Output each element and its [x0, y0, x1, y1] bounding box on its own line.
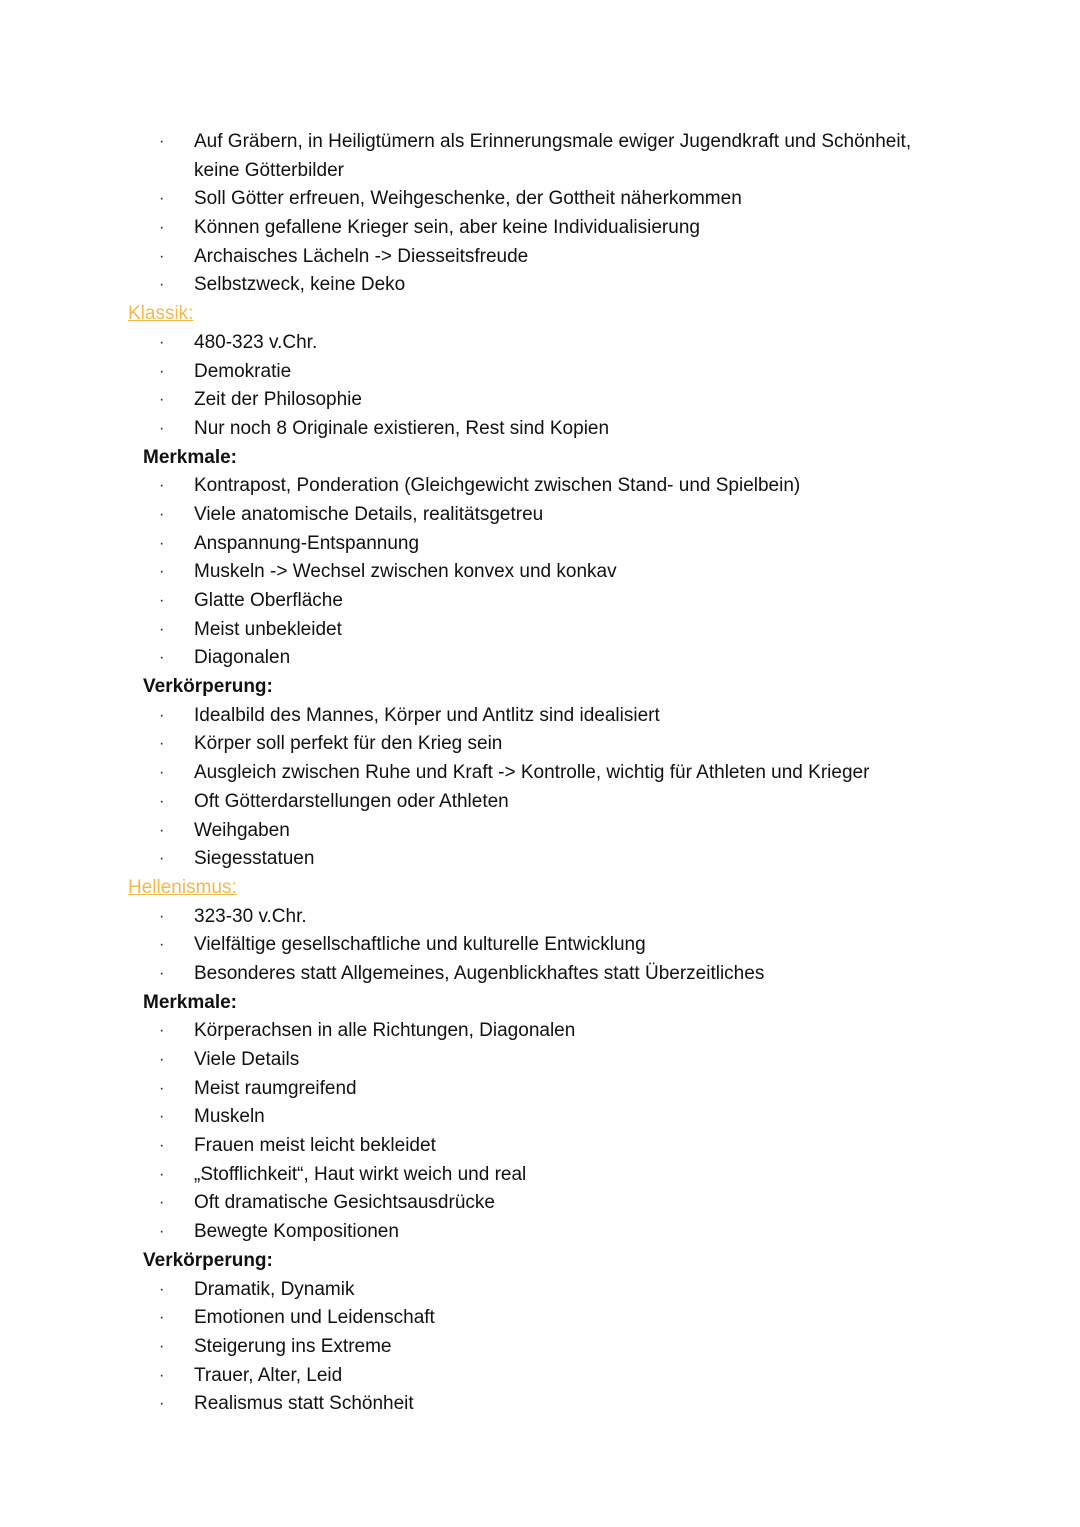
- bullet-marker: ·: [159, 1366, 165, 1384]
- list-item: [0, 358, 1080, 387]
- list-item: [0, 243, 1080, 272]
- list-item-text: Viele Details: [194, 1049, 300, 1070]
- bullet-marker: ·: [159, 620, 165, 638]
- list-item-text: 480-323 v.Chr.: [194, 331, 318, 353]
- subsection-heading: Merkmale:: [143, 446, 237, 468]
- list-item: [0, 845, 1080, 874]
- list-item: [0, 903, 1080, 932]
- list-item-text: Realismus statt Schönheit: [194, 1393, 414, 1415]
- list-item-text: „Stofflichkeit“, Haut wirkt weich und real: [194, 1163, 527, 1185]
- bullet-marker: ·: [159, 1194, 165, 1212]
- list-item-text: Bewegte Kompositionen: [194, 1221, 399, 1243]
- bullet-marker: ·: [159, 1337, 165, 1355]
- bullet-marker: ·: [159, 907, 165, 925]
- list-item-text: Trauer, Alter, Leid: [194, 1364, 343, 1386]
- bullet-marker: ·: [159, 1165, 165, 1183]
- bullet-marker: ·: [159, 1051, 165, 1068]
- list-item: [0, 271, 1080, 300]
- bullet-marker: ·: [159, 792, 165, 810]
- bullet-marker: ·: [159, 1108, 165, 1126]
- list-item-text: Emotionen und Leidenschaft: [194, 1307, 435, 1329]
- list-item: [0, 1017, 1080, 1046]
- list-item: [0, 157, 1080, 186]
- list-item-text: Kontrapost, Ponderation (Gleichgewicht zwischen Stand- und Spielbein): [194, 475, 801, 497]
- bullet-marker: ·: [159, 1280, 165, 1298]
- bullet-marker: ·: [159, 1309, 165, 1327]
- bullet-marker: ·: [159, 706, 165, 724]
- list-item: [0, 1276, 1080, 1305]
- list-item-text: Nur noch 8 Originale existieren, Rest sind Kopien: [194, 417, 610, 439]
- list-item: [0, 960, 1080, 989]
- list-item: [0, 1333, 1080, 1362]
- list-item-text: Auf Gräbern, in Heiligtümern als Erinnerungsmale ewiger Jugendkraft und Schönheit,: [194, 131, 912, 152]
- list-item: [0, 501, 1080, 530]
- list-item-text: Vielfältige gesellschaftliche und kulturelle Entwicklung: [194, 934, 646, 956]
- list-item-text: Viele anatomische Details, realitätsgetreu: [194, 503, 544, 525]
- list-item: [0, 1218, 1080, 1247]
- list-item: [0, 616, 1080, 645]
- list-item-text: 323-30 v.Chr.: [194, 905, 307, 927]
- list-item: [0, 644, 1080, 673]
- list-item: [0, 702, 1080, 731]
- list-item-text: Anspannung-Entspannung: [194, 532, 420, 554]
- bullet-marker: ·: [159, 649, 165, 667]
- list-item-text: Muskeln -> Wechsel zwischen konvex und konkav: [194, 561, 617, 583]
- bullet-marker: ·: [159, 362, 165, 380]
- list-item: [0, 788, 1080, 817]
- list-item-text: Frauen meist leicht bekleidet: [194, 1135, 436, 1157]
- bullet-marker: ·: [159, 333, 165, 351]
- list-item-text: Körperachsen in alle Richtungen, Diagonalen: [194, 1020, 576, 1042]
- list-item: [0, 1103, 1080, 1132]
- list-item: [0, 329, 1080, 358]
- list-item-text: Besonderes statt Allgemeines, Augenblickhaftes statt Überzeitliches: [194, 962, 765, 984]
- list-item: [0, 931, 1080, 960]
- bullet-marker: ·: [159, 1079, 165, 1097]
- bullet-marker: ·: [159, 563, 165, 581]
- bullet-marker: ·: [159, 936, 165, 954]
- list-item-text: Idealbild des Mannes, Körper und Antlitz sind idealisiert: [194, 704, 660, 726]
- list-item-text: Muskeln: [194, 1106, 265, 1128]
- list-item-text: Oft Götterdarstellungen oder Athleten: [194, 790, 509, 812]
- list-item-text: Selbstzweck, keine Deko: [194, 274, 406, 296]
- list-item-text: Archaisches Lächeln -> Diesseitsfreude: [194, 245, 529, 267]
- list-item: [0, 1075, 1080, 1104]
- bullet-marker: ·: [159, 391, 165, 409]
- bullet-marker: ·: [159, 247, 165, 265]
- list-item-text: keine Götterbilder: [194, 159, 344, 181]
- list-item: [0, 185, 1080, 214]
- list-item: [0, 1189, 1080, 1218]
- list-item-text: Körper soll perfekt für den Krieg sein: [194, 733, 503, 755]
- subsection-heading: Verkörperung:: [143, 1249, 273, 1271]
- document-body: [0, 128, 1080, 1419]
- list-item-text: Oft dramatische Gesichtsausdrücke: [194, 1192, 495, 1214]
- list-item: [0, 530, 1080, 559]
- list-item: [0, 817, 1080, 846]
- list-item: [0, 1362, 1080, 1391]
- list-item-text: Siegesstatuen: [194, 848, 315, 870]
- subsection-heading: Verkörperung:: [143, 676, 273, 698]
- list-item: [0, 587, 1080, 616]
- list-item-text: Weihgaben: [194, 819, 290, 841]
- bullet-marker: ·: [159, 850, 165, 868]
- list-item-text: Ausgleich zwischen Ruhe und Kraft -> Kontrolle, wichtig für Athleten und Krieger: [194, 762, 870, 784]
- bullet-marker: ·: [159, 276, 165, 294]
- list-item: [0, 1132, 1080, 1161]
- list-item: [0, 415, 1080, 444]
- list-item: [0, 1304, 1080, 1333]
- bullet-marker: ·: [159, 219, 165, 237]
- list-item-text: Meist unbekleidet: [194, 618, 342, 640]
- list-item-text: Glatte Oberfläche: [194, 590, 343, 611]
- list-item: [0, 472, 1080, 501]
- bullet-marker: ·: [159, 477, 165, 495]
- list-item-text: Diagonalen: [194, 647, 291, 669]
- bullet-marker: ·: [159, 764, 165, 782]
- list-item: [0, 1161, 1080, 1190]
- list-item-text: Meist raumgreifend: [194, 1077, 357, 1099]
- bullet-marker: ·: [159, 1223, 165, 1241]
- bullet-marker: ·: [159, 133, 165, 150]
- list-item-text: Zeit der Philosophie: [194, 389, 362, 411]
- list-item: [0, 128, 1080, 157]
- bullet-marker: ·: [159, 419, 165, 437]
- list-item-text: Steigerung ins Extreme: [194, 1335, 392, 1357]
- list-item: [0, 214, 1080, 243]
- list-item-text: Soll Götter erfreuen, Weihgeschenke, der Gottheit näherkommen: [194, 188, 742, 210]
- list-item: [0, 1046, 1080, 1075]
- bullet-marker: ·: [159, 1137, 165, 1155]
- subsection-heading: Merkmale:: [143, 991, 237, 1013]
- section-heading: Klassik:: [128, 303, 194, 325]
- list-item-text: Können gefallene Krieger sein, aber keine Individualisierung: [194, 217, 700, 239]
- bullet-marker: ·: [159, 1022, 165, 1040]
- bullet-marker: ·: [159, 190, 165, 208]
- bullet-marker: ·: [159, 505, 165, 523]
- bullet-marker: ·: [159, 534, 165, 552]
- list-item: [0, 386, 1080, 415]
- section-heading: Hellenismus:: [128, 876, 237, 898]
- list-item: [0, 730, 1080, 759]
- bullet-marker: ·: [159, 821, 165, 839]
- bullet-marker: ·: [159, 735, 165, 753]
- list-item-text: Demokratie: [194, 360, 292, 382]
- bullet-marker: ·: [159, 1395, 165, 1413]
- list-item: [0, 1390, 1080, 1419]
- list-item: [0, 558, 1080, 587]
- list-item: [0, 759, 1080, 788]
- bullet-marker: ·: [159, 592, 165, 609]
- list-item-text: Dramatik, Dynamik: [194, 1278, 355, 1300]
- bullet-marker: ·: [159, 964, 165, 982]
